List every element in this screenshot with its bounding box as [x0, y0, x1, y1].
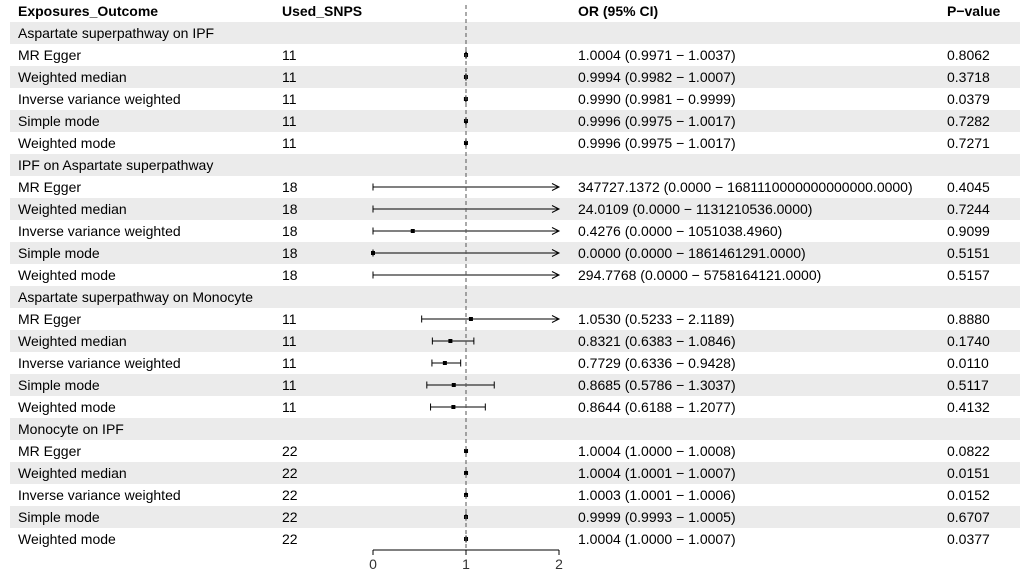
- method-label: Inverse variance weighted: [18, 355, 181, 371]
- or-ci-text: 1.0004 (0.9971 − 1.0037): [578, 47, 736, 63]
- snps-value: 11: [282, 91, 297, 107]
- or-ci-text: 0.9996 (0.9975 − 1.0017): [578, 135, 736, 151]
- p-value: 0.0151: [947, 465, 990, 481]
- p-value: 0.4045: [947, 179, 990, 195]
- snps-value: 18: [282, 267, 298, 283]
- snps-value: 18: [282, 201, 298, 217]
- snps-value: 11: [282, 333, 297, 349]
- method-label: Simple mode: [18, 377, 100, 393]
- p-value: 0.7271: [947, 135, 990, 151]
- or-ci-text: 0.8644 (0.6188 − 1.2077): [578, 399, 736, 415]
- method-label: Inverse variance weighted: [18, 223, 181, 239]
- group-title: Aspartate superpathway on IPF: [18, 25, 215, 41]
- method-label: Weighted mode: [18, 531, 116, 547]
- snps-value: 22: [282, 465, 298, 481]
- method-label: Weighted median: [18, 333, 127, 349]
- point-estimate: [448, 339, 452, 343]
- method-label: Weighted mode: [18, 399, 116, 415]
- p-value: 0.5151: [947, 245, 990, 261]
- group-title: IPF on Aspartate superpathway: [18, 157, 214, 173]
- snps-value: 11: [282, 47, 297, 63]
- point-estimate: [452, 383, 456, 387]
- p-value: 0.3718: [947, 69, 990, 85]
- p-value: 0.0110: [947, 355, 989, 371]
- point-estimate: [371, 251, 375, 255]
- method-label: Inverse variance weighted: [18, 487, 181, 503]
- method-label: Inverse variance weighted: [18, 91, 181, 107]
- method-label: Simple mode: [18, 113, 100, 129]
- snps-value: 11: [282, 399, 297, 415]
- or-ci-text: 1.0530 (0.5233 − 2.1189): [578, 311, 735, 327]
- x-tick-label: 1: [462, 556, 470, 572]
- snps-value: 22: [282, 531, 298, 547]
- snps-value: 18: [282, 179, 298, 195]
- or-ci-text: 1.0004 (1.0000 − 1.0007): [578, 531, 736, 547]
- method-label: MR Egger: [18, 443, 82, 459]
- method-label: Simple mode: [18, 245, 100, 261]
- or-ci-text: 1.0004 (1.0000 − 1.0008): [578, 443, 736, 459]
- snps-value: 18: [282, 223, 298, 239]
- p-value: 0.7282: [947, 113, 990, 129]
- snps-value: 11: [282, 377, 297, 393]
- or-ci-text: 347727.1372 (0.0000 − 1681110000000000000.0000): [578, 179, 913, 195]
- or-ci-text: 24.0109 (0.0000 − 1131210536.0000): [578, 201, 813, 217]
- method-label: Weighted median: [18, 69, 127, 85]
- or-ci-text: 0.9990 (0.9981 − 0.9999): [578, 91, 736, 107]
- snps-value: 22: [282, 487, 298, 503]
- method-label: Simple mode: [18, 509, 100, 525]
- p-value: 0.8062: [947, 47, 990, 63]
- p-value: 0.8880: [947, 311, 990, 327]
- snps-value: 22: [282, 443, 298, 459]
- or-ci-text: 0.8321 (0.6383 − 1.0846): [578, 333, 736, 349]
- p-value: 0.0377: [947, 531, 990, 547]
- p-value: 0.5157: [947, 267, 990, 283]
- p-value: 0.0379: [947, 91, 990, 107]
- snps-value: 11: [282, 69, 297, 85]
- method-label: MR Egger: [18, 311, 82, 327]
- group-title: Aspartate superpathway on Monocyte: [18, 289, 254, 305]
- p-value: 0.5117: [947, 377, 989, 393]
- p-value: 0.1740: [947, 333, 990, 349]
- point-estimate: [411, 229, 415, 233]
- or-ci-text: 0.9996 (0.9975 − 1.0017): [578, 113, 736, 129]
- or-ci-text: 0.4276 (0.0000 − 1051038.4960): [578, 223, 783, 239]
- or-ci-text: 1.0004 (1.0001 − 1.0007): [578, 465, 736, 481]
- or-ci-text: 1.0003 (1.0001 − 1.0006): [578, 487, 736, 503]
- point-estimate: [451, 405, 455, 409]
- p-value: 0.0822: [947, 443, 990, 459]
- method-label: Weighted mode: [18, 267, 116, 283]
- snps-value: 11: [282, 113, 297, 129]
- snps-value: 18: [282, 245, 298, 261]
- p-value: 0.7244: [947, 201, 990, 217]
- x-tick-label: 2: [555, 556, 563, 572]
- or-ci-text: 0.9999 (0.9993 − 1.0005): [578, 509, 736, 525]
- header-used-snps: Used_SNPS: [282, 3, 363, 19]
- group-title: Monocyte on IPF: [18, 421, 124, 437]
- header-or-ci: OR (95% CI): [578, 3, 659, 19]
- or-ci-text: 294.7768 (0.0000 − 5758164121.0000): [578, 267, 822, 283]
- p-value: 0.9099: [947, 223, 990, 239]
- method-label: MR Egger: [18, 179, 82, 195]
- method-label: MR Egger: [18, 47, 82, 63]
- snps-value: 11: [282, 311, 297, 327]
- method-label: Weighted median: [18, 201, 127, 217]
- p-value: 0.0152: [947, 487, 990, 503]
- or-ci-text: 0.0000 (0.0000 − 1861461291.0000): [578, 245, 806, 261]
- method-label: Weighted mode: [18, 135, 116, 151]
- snps-value: 22: [282, 509, 298, 525]
- p-value: 0.6707: [947, 509, 990, 525]
- header-exposures-outcome: Exposures_Outcome: [18, 3, 159, 19]
- or-ci-text: 0.9994 (0.9982 − 1.0007): [578, 69, 736, 85]
- p-value: 0.4132: [947, 399, 990, 415]
- point-estimate: [469, 317, 473, 321]
- or-ci-text: 0.8685 (0.5786 − 1.3037): [578, 377, 736, 393]
- method-label: Weighted median: [18, 465, 127, 481]
- snps-value: 11: [282, 135, 297, 151]
- snps-value: 11: [282, 355, 297, 371]
- x-tick-label: 0: [369, 556, 377, 572]
- header-p-value: P−value: [947, 3, 1001, 19]
- point-estimate: [443, 361, 447, 365]
- or-ci-text: 0.7729 (0.6336 − 0.9428): [578, 355, 736, 371]
